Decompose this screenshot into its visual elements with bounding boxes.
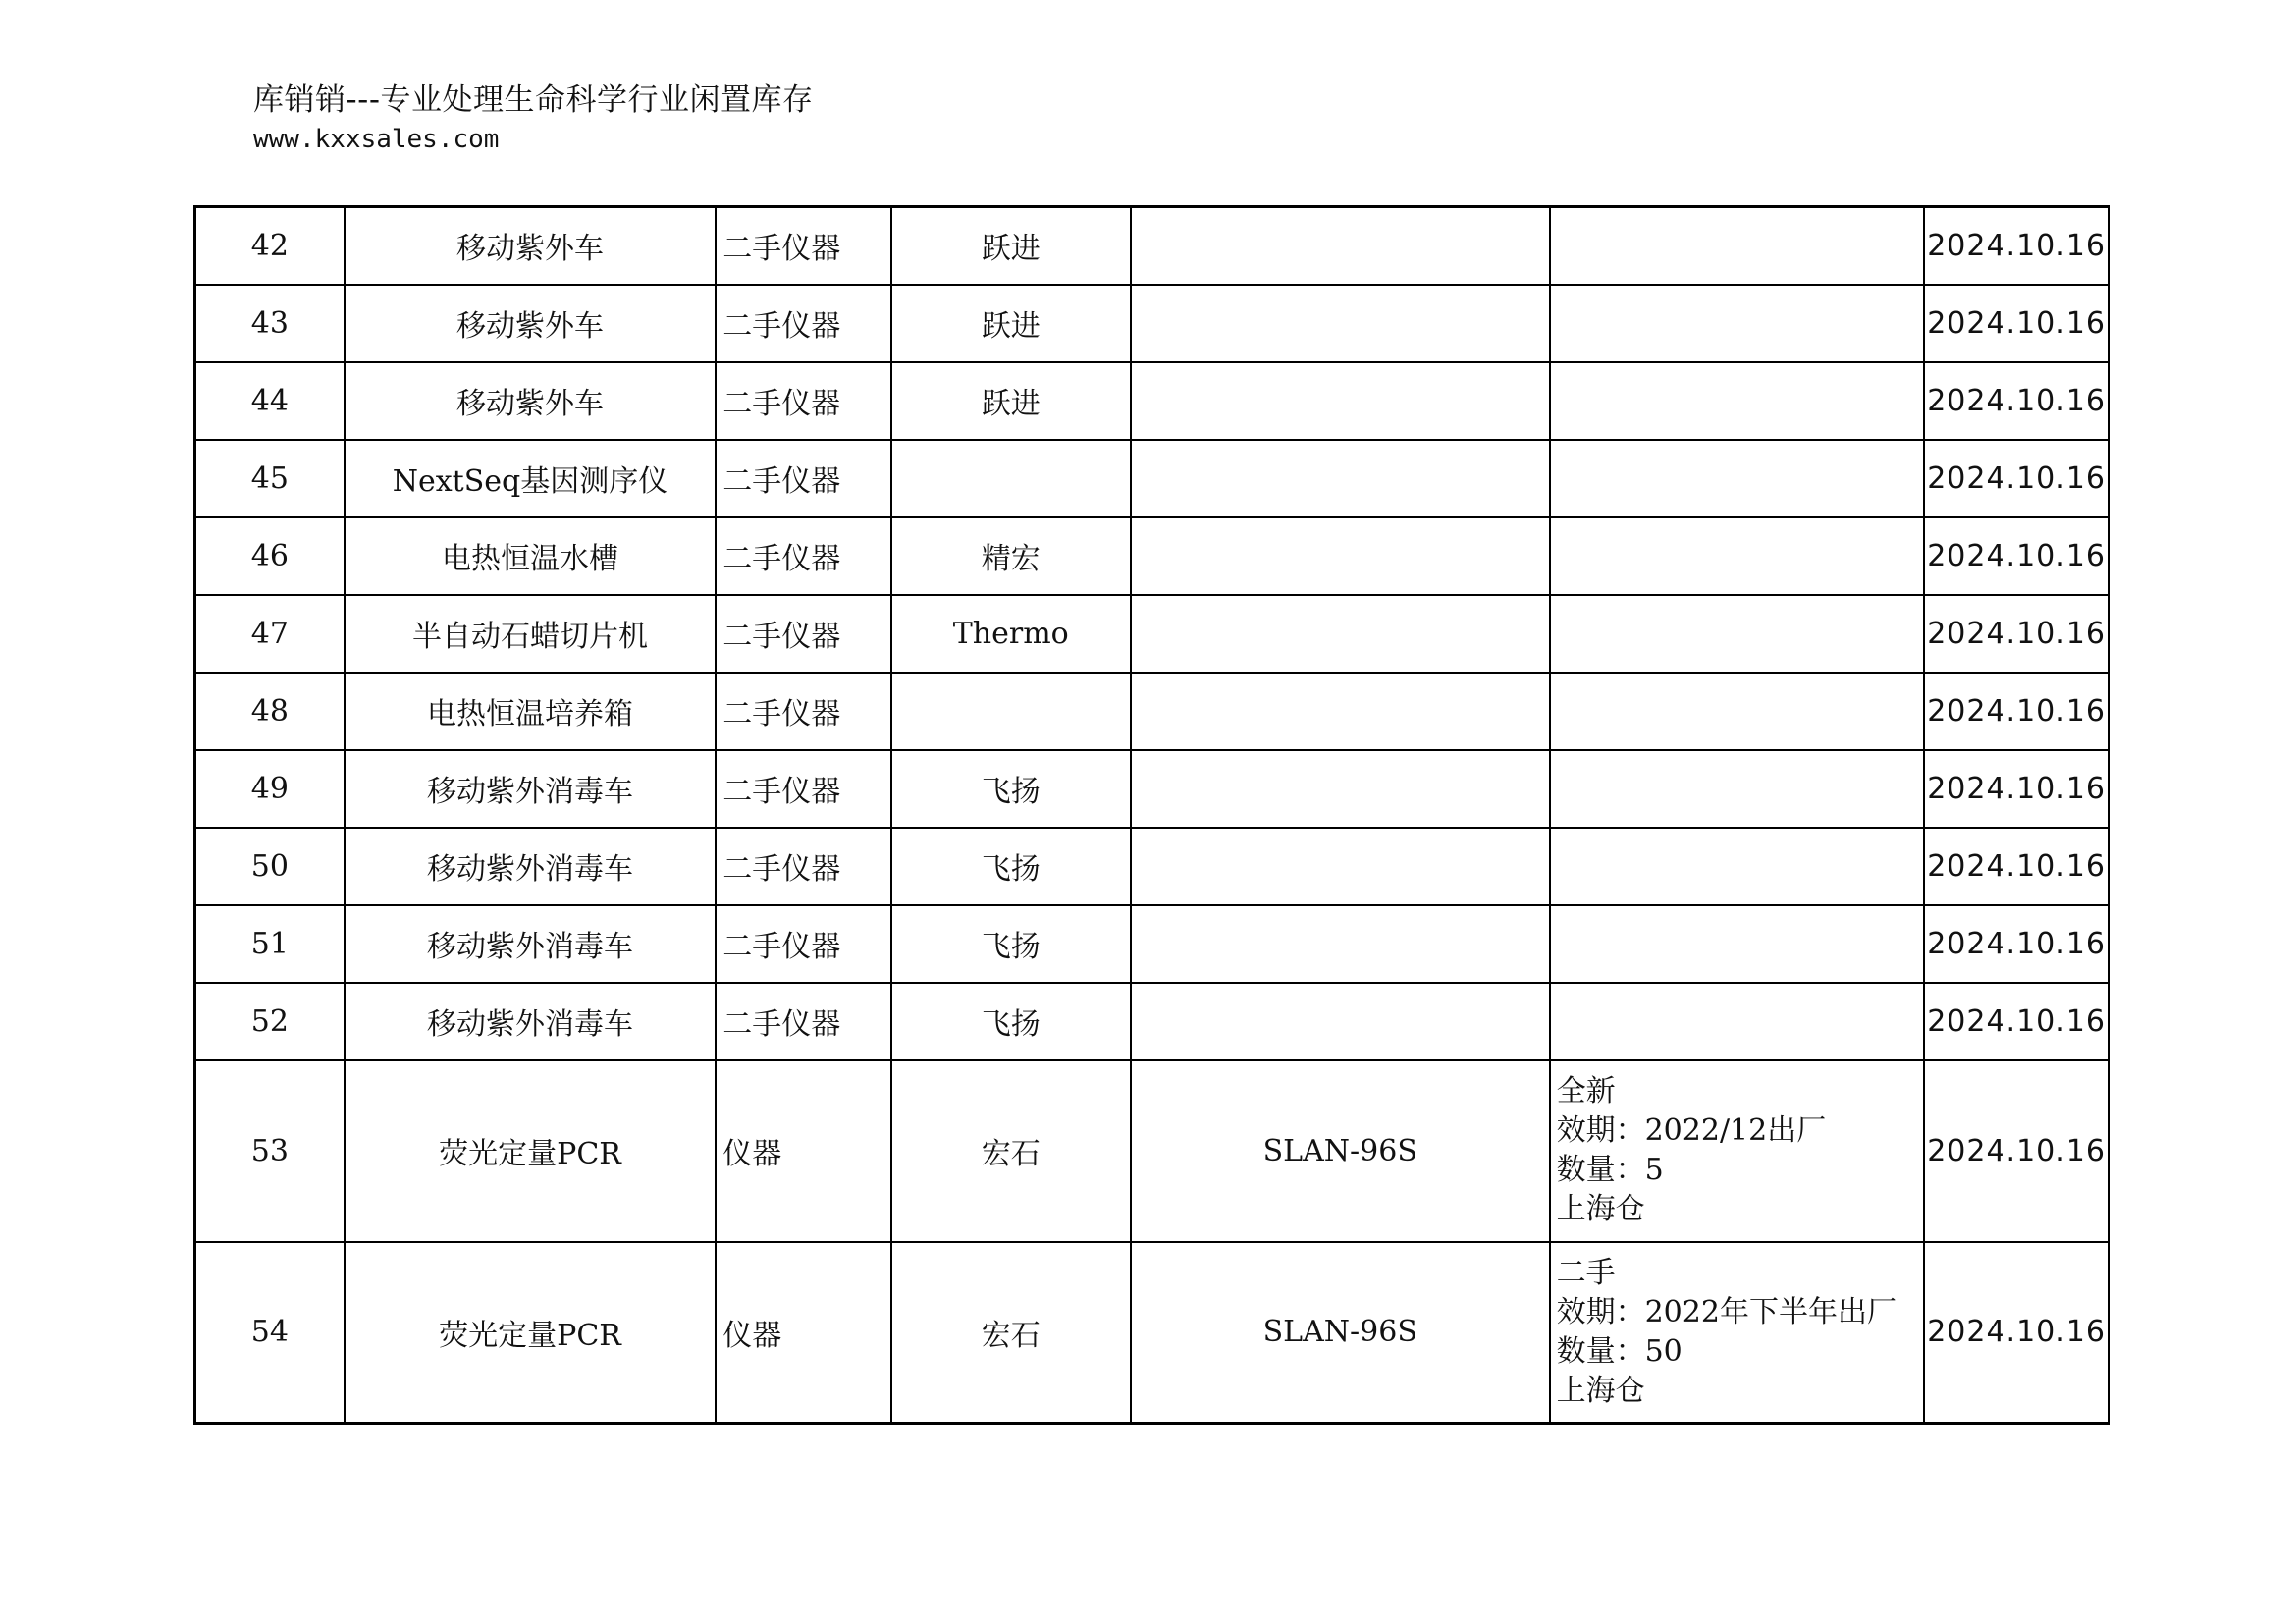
cell-product-name: 电热恒温水槽: [345, 517, 717, 595]
cell-product-name: 移动紫外车: [345, 362, 717, 440]
cell-date: 2024.10.16: [1924, 983, 2109, 1060]
cell-number: 51: [195, 905, 345, 983]
cell-notes: [1550, 905, 1925, 983]
cell-number: 42: [195, 207, 345, 285]
note-line: 上海仓: [1556, 1373, 1645, 1408]
cell-model: [1131, 905, 1550, 983]
cell-number: 54: [195, 1242, 345, 1424]
cell-product-name: 移动紫外消毒车: [345, 828, 717, 905]
table-row: [195, 750, 2109, 828]
table-row: [195, 828, 2109, 905]
cell-category: 二手仪器: [716, 207, 890, 285]
note-line: 全新: [1556, 1074, 1616, 1109]
cell-date: 2024.10.16: [1924, 362, 2109, 440]
note-line: 数量：50: [1556, 1333, 1682, 1369]
cell-model: [1131, 440, 1550, 517]
cell-product-name: NextSeq基因测序仪: [345, 440, 717, 517]
cell-brand: [891, 673, 1131, 750]
cell-notes: [1550, 207, 1925, 285]
cell-number: 48: [195, 673, 345, 750]
cell-product-name: 半自动石蜡切片机: [345, 595, 717, 673]
cell-number: 44: [195, 362, 345, 440]
cell-date: 2024.10.16: [1924, 750, 2109, 828]
note-line: 上海仓: [1556, 1192, 1645, 1226]
cell-product-name: 移动紫外消毒车: [345, 905, 717, 983]
table-row: [195, 1060, 2109, 1242]
cell-brand: 跃进: [891, 285, 1131, 362]
cell-notes: [1550, 595, 1925, 673]
cell-category: 二手仪器: [716, 285, 890, 362]
cell-number: 45: [195, 440, 345, 517]
page-title: 库销销---专业处理生命科学行业闲置库存: [253, 82, 814, 118]
cell-model: [1131, 517, 1550, 595]
cell-category: 仪器: [716, 1242, 890, 1424]
cell-number: 47: [195, 595, 345, 673]
cell-brand: 飞扬: [891, 828, 1131, 905]
cell-category: 二手仪器: [716, 517, 890, 595]
cell-model: [1131, 285, 1550, 362]
cell-number: 43: [195, 285, 345, 362]
cell-date: 2024.10.16: [1924, 828, 2109, 905]
cell-model: [1131, 362, 1550, 440]
cell-notes: [1550, 673, 1925, 750]
cell-product-name: 移动紫外车: [345, 207, 717, 285]
cell-model: [1131, 673, 1550, 750]
cell-brand: [891, 440, 1131, 517]
cell-category: 二手仪器: [716, 673, 890, 750]
table-row: [195, 285, 2109, 362]
cell-category: 二手仪器: [716, 905, 890, 983]
cell-number: 52: [195, 983, 345, 1060]
cell-date: 2024.10.16: [1924, 207, 2109, 285]
table-row: [195, 440, 2109, 517]
cell-product-name: 电热恒温培养箱: [345, 673, 717, 750]
cell-category: 二手仪器: [716, 595, 890, 673]
cell-category: 二手仪器: [716, 983, 890, 1060]
cell-model: SLAN-96S: [1131, 1060, 1550, 1242]
cell-date: 2024.10.16: [1924, 440, 2109, 517]
website-url: www.kxxsales.com: [253, 125, 500, 154]
page-header: [253, 79, 814, 157]
cell-notes: [1550, 517, 1925, 595]
note-line: 效期：2022年下半年出厂: [1556, 1294, 1896, 1329]
cell-notes: [1550, 440, 1925, 517]
cell-product-name: 移动紫外消毒车: [345, 750, 717, 828]
cell-product-name: 荧光定量PCR: [345, 1060, 717, 1242]
cell-brand: 跃进: [891, 207, 1131, 285]
table-row: [195, 517, 2109, 595]
cell-category: 二手仪器: [716, 750, 890, 828]
cell-notes: [1550, 285, 1925, 362]
cell-date: 2024.10.16: [1924, 285, 2109, 362]
cell-model: [1131, 750, 1550, 828]
cell-date: 2024.10.16: [1924, 1242, 2109, 1424]
note-line: 二手: [1556, 1255, 1616, 1290]
inventory-table-body: [195, 207, 2109, 1424]
cell-brand: 飞扬: [891, 983, 1131, 1060]
cell-notes: [1550, 1242, 1925, 1424]
table-row: [195, 1242, 2109, 1424]
table-row: [195, 905, 2109, 983]
cell-product-name: 移动紫外消毒车: [345, 983, 717, 1060]
cell-product-name: 移动紫外车: [345, 285, 717, 362]
cell-model: [1131, 595, 1550, 673]
cell-category: 仪器: [716, 1060, 890, 1242]
cell-brand: 飞扬: [891, 750, 1131, 828]
cell-date: 2024.10.16: [1924, 517, 2109, 595]
cell-category: 二手仪器: [716, 828, 890, 905]
table-row: [195, 673, 2109, 750]
cell-notes: [1550, 750, 1925, 828]
cell-number: 53: [195, 1060, 345, 1242]
cell-brand: 宏石: [891, 1242, 1131, 1424]
cell-model: SLAN-96S: [1131, 1242, 1550, 1424]
cell-date: 2024.10.16: [1924, 595, 2109, 673]
cell-number: 49: [195, 750, 345, 828]
cell-notes: [1550, 828, 1925, 905]
cell-model: [1131, 828, 1550, 905]
cell-category: 二手仪器: [716, 362, 890, 440]
table-row: [195, 983, 2109, 1060]
cell-notes: [1550, 362, 1925, 440]
cell-date: 2024.10.16: [1924, 673, 2109, 750]
cell-notes: [1550, 983, 1925, 1060]
cell-model: [1131, 983, 1550, 1060]
note-line: 数量：5: [1556, 1153, 1664, 1187]
note-line: 效期：2022/12出厂: [1556, 1113, 1827, 1148]
cell-date: 2024.10.16: [1924, 905, 2109, 983]
cell-number: 50: [195, 828, 345, 905]
table-row: [195, 362, 2109, 440]
cell-brand: 精宏: [891, 517, 1131, 595]
cell-date: 2024.10.16: [1924, 1060, 2109, 1242]
cell-category: 二手仪器: [716, 440, 890, 517]
cell-brand: 飞扬: [891, 905, 1131, 983]
table-row: [195, 595, 2109, 673]
cell-brand: Thermo: [891, 595, 1131, 673]
cell-brand: 宏石: [891, 1060, 1131, 1242]
inventory-table: [193, 205, 2110, 1425]
cell-notes: [1550, 1060, 1925, 1242]
cell-number: 46: [195, 517, 345, 595]
table-row: [195, 207, 2109, 285]
cell-brand: 跃进: [891, 362, 1131, 440]
cell-model: [1131, 207, 1550, 285]
cell-product-name: 荧光定量PCR: [345, 1242, 717, 1424]
